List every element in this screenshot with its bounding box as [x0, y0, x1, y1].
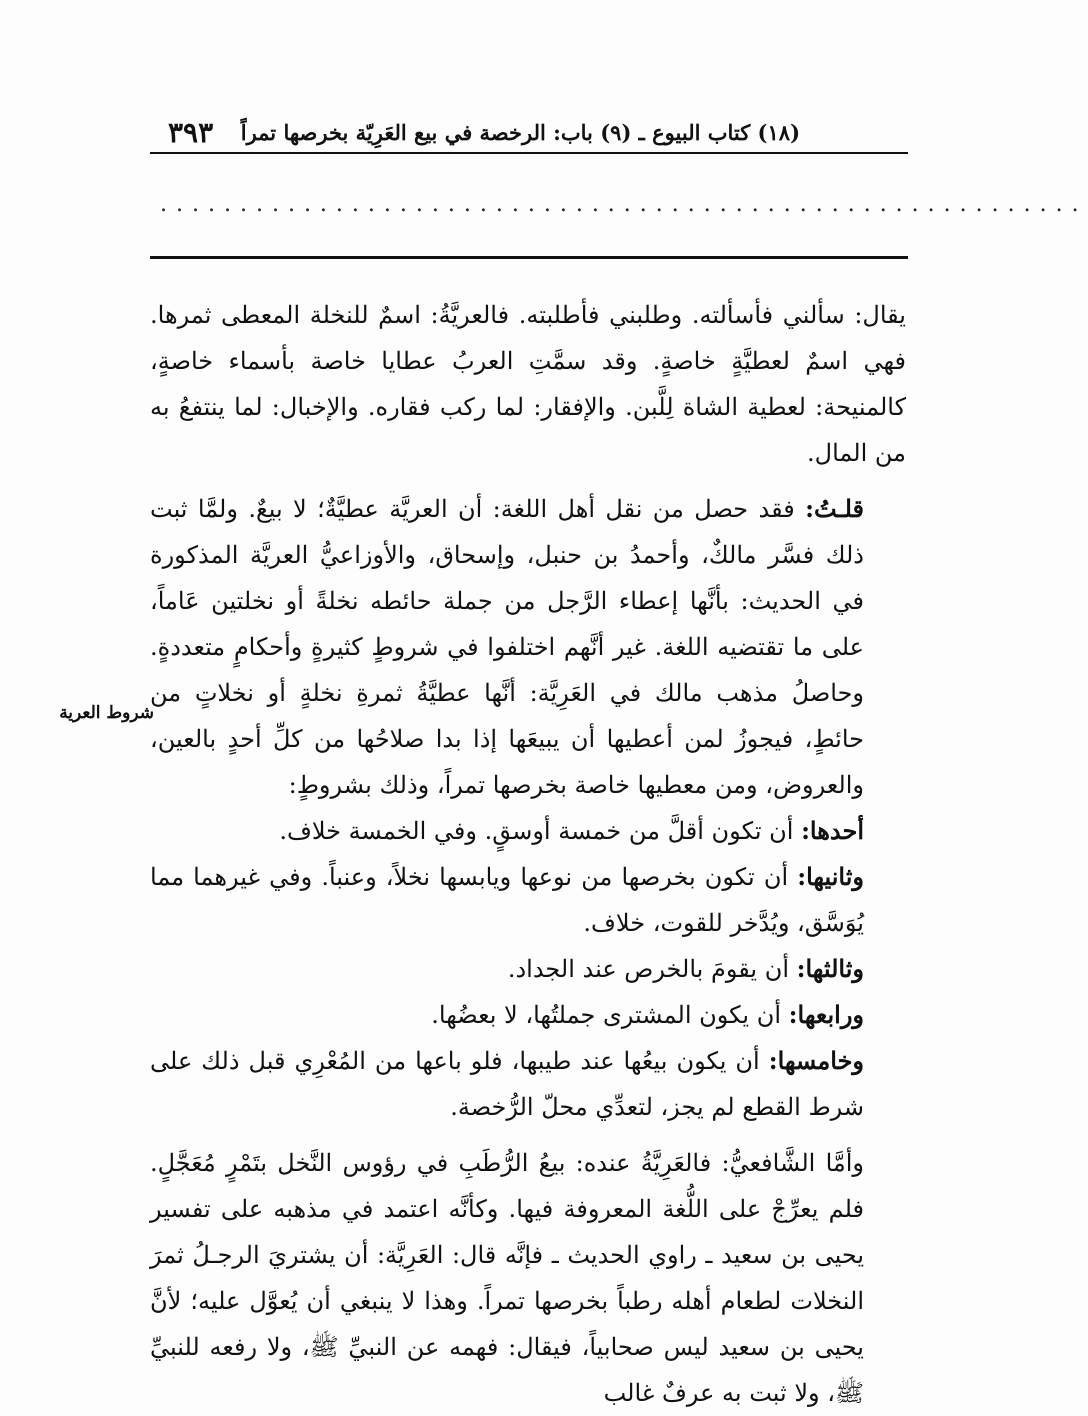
condition-2 [150, 854, 906, 946]
condition-5 [150, 1038, 906, 1130]
paragraph-2 [150, 486, 906, 808]
condition-4 [150, 992, 906, 1038]
condition-2-text: أن تكون بخرصها من نوعها ويابسها نخلاً، وعنباً. وفي غيرهما مما يُوَسَّق، ويُدَّخر للقوت، خلاف. [150, 863, 864, 937]
header-title: (١٨) كتاب البيوع ـ (٩) باب: الرخصة في بيع العَرِيّة بخرصها تمراً [240, 120, 800, 145]
condition-1-label: أحدها: [801, 816, 864, 845]
running-header [150, 116, 910, 152]
page-number: ٣٩٣ [168, 116, 214, 149]
paragraph-2-text: فقد حصل من نقل أهل اللغة: أن العريَّة عطيَّةٌ؛ لا بيعٌ. ولمَّا ثبت ذلك فسَّر مالكٌ، وأحمدُ بن حنبل، وإسحاق، والأوزاعيُّ العريَّة المذكورة في الحديث: بأنَّها إعطاء الرَّجل من جملة حائطه نخلةً أو نخلتين عَاماً، على ما تقتضيه اللغة. غير أنَّهم اختلفوا في شروطٍ كثيرةٍ وأحكامٍ متعددةٍ. وحاصلُ مذهب مالك في العَرِيَّة: أنَّها عطيَّةُ ثمرةِ نخلةٍ أو نخلاتٍ من حائطٍ، فيجوزُ لمن أعطيها أن يبيعَها إذا بدا صلاحُها من كلِّ أحدٍ بالعين، والعروض، ومن معطيها خاصة بخرصها تمراً، وذلك بشروطٍ: [150, 495, 864, 799]
condition-1-text: أن تكون أقلَّ من خمسة أوسقٍ. وفي الخمسة خلاف. [279, 817, 794, 845]
footnote-rule [150, 256, 908, 259]
header-rule [150, 152, 908, 154]
paragraph-2-label: قلـتُ: [805, 494, 864, 523]
condition-3 [150, 946, 906, 992]
footnote-dots: .......................................................... [160, 192, 1088, 217]
condition-2-label: وثانيها: [797, 862, 864, 891]
margin-note: شروط العرية [59, 703, 154, 723]
main-text [150, 292, 906, 1416]
paragraph-3: وأمَّا الشَّافعيُّ: فالعَرِيَّةُ عنده: بيعُ الرُّطَبِ في رؤوس النَّخل بتَمْرٍ مُعَجَّلٍ. فلم يعرِّجْ على اللُّغة المعروفة فيها. وكأنَّه اعتمد في مذهبه على تفسير يحيى بن سعيد ـ راوي الحديث ـ فإنَّه قال: العَرِيَّة: أن يشتريَ الرجـلُ ثمرَ النخلات لطعام أهله رطباً بخرصها تمراً. وهذا لا ينبغي أن يُعوَّل عليه؛ لأنَّ يحيى بن سعيد ليس صحابياً، فيقال: فهمه عن النبيِّ ﷺ، ولا رفعه للنبيِّ ﷺ، ولا ثبت به عرفٌ غالب [150, 1149, 864, 1407]
condition-3-label: وثالثها: [796, 954, 864, 983]
condition-3-text: أن يقومَ بالخرص عند الجداد. [507, 955, 789, 983]
condition-4-label: ورابعها: [788, 1000, 864, 1029]
condition-1 [150, 808, 906, 854]
paragraph-1: يقال: سألني فأسألته. وطلبني فأطلبته. فالعريَّةُ: اسمٌ للنخلة المعطى ثمرها. فهي اسمٌ لعطيَّةٍ خاصةٍ. وقد سمَّتِ العربُ عطايا خاصة بأسماء خاصةٍ، كالمنيحة: لعطية الشاة لِلَّبن. والإفقار: لما ركب فقاره. والإخبال: لما ينتفعُ به من المال. [150, 301, 906, 467]
condition-5-text: أن يكون بيعُها عند طيبها، فلو باعها من المُعْرِي قبل ذلك على شرط القطع لم يجز، لتعدِّي محلّ الرُّخصة. [150, 1047, 864, 1121]
condition-4-text: أن يكون المشترى جملتُها، لا بعضُها. [431, 1001, 782, 1029]
condition-5-label: وخامسها: [768, 1046, 864, 1075]
